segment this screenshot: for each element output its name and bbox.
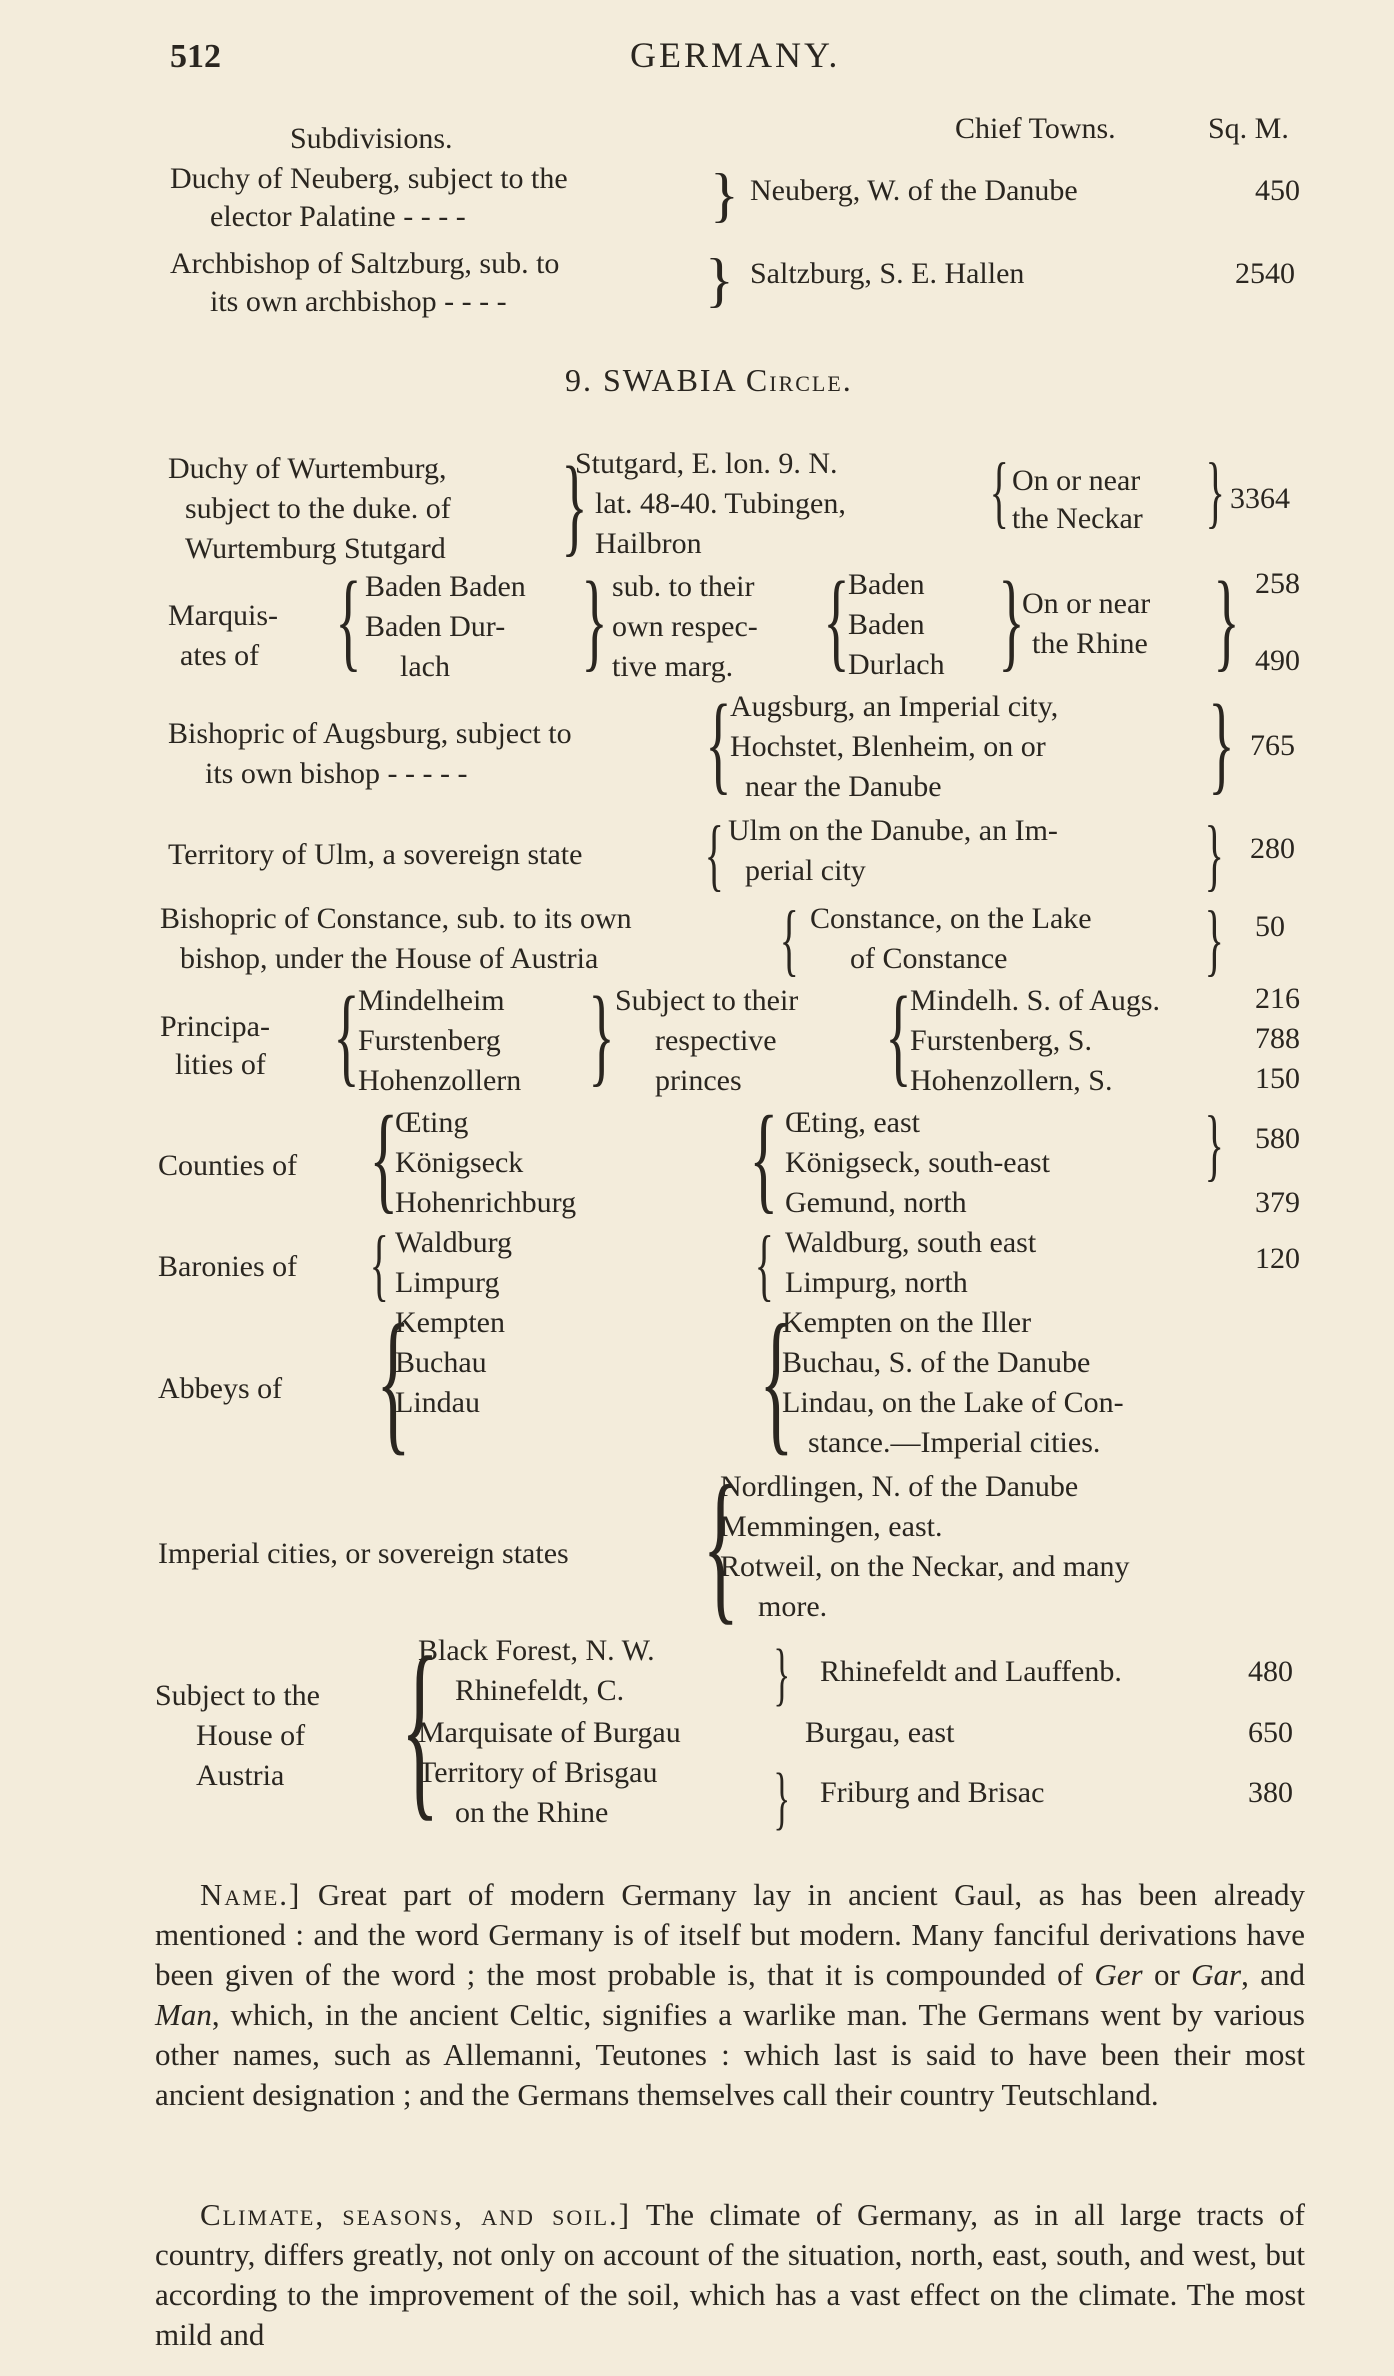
group-label-line3: Austria bbox=[196, 1759, 285, 1792]
sq-2: 788 bbox=[1255, 1022, 1300, 1055]
town-line1: Kempten on the Iller bbox=[782, 1306, 1032, 1339]
town-line1: Œting, east bbox=[785, 1106, 920, 1139]
group-label: Counties of bbox=[158, 1149, 298, 1182]
group-label: Baronies of bbox=[158, 1250, 298, 1283]
name-line1: Œting bbox=[395, 1106, 469, 1139]
row-sub-line1: Bishopric of Augsburg, subject to bbox=[168, 717, 572, 750]
sq-1: 258 bbox=[1255, 567, 1300, 600]
row-town: Saltzburg, S. E. Hallen bbox=[750, 257, 1025, 290]
name-line1: Baden Baden bbox=[365, 570, 526, 603]
mid-line2: own respec- bbox=[612, 610, 758, 643]
running-title: GERMANY. bbox=[630, 35, 841, 75]
mid-line3: tive marg. bbox=[612, 650, 734, 683]
name-line3: Marquisate of Burgau bbox=[418, 1716, 681, 1749]
mid-line3: princes bbox=[655, 1064, 742, 1097]
brace: { bbox=[989, 448, 1009, 536]
word-ger: Ger bbox=[1094, 1957, 1143, 1992]
row-sub-line1: Duchy of Wurtemburg, bbox=[168, 452, 447, 485]
brace: { bbox=[369, 1221, 389, 1309]
row-town-line2: lat. 48-40. Tubingen, bbox=[595, 487, 846, 520]
town-line2: Baden bbox=[848, 608, 925, 641]
town-line2: Memmingen, east. bbox=[720, 1510, 943, 1543]
mid-line1: Subject to their bbox=[615, 984, 799, 1017]
climate-lead: Climate, seasons, and soil.] bbox=[200, 2197, 632, 2232]
brace: } bbox=[1205, 448, 1225, 536]
sq-1: 480 bbox=[1248, 1655, 1293, 1688]
town-line2: Burgau, east bbox=[805, 1716, 955, 1749]
row-sq: 50 bbox=[1255, 910, 1285, 943]
sq-2: 490 bbox=[1255, 644, 1300, 677]
climate-paragraph bbox=[155, 2195, 1305, 2355]
brace: } bbox=[998, 559, 1025, 681]
row-sub-line2: its own archbishop - - - - bbox=[210, 285, 507, 318]
brace: { bbox=[779, 896, 799, 984]
brace: } bbox=[581, 559, 608, 681]
town-line3: Lindau, on the Lake of Con- bbox=[782, 1386, 1124, 1419]
row-town-line2: perial city bbox=[745, 854, 866, 887]
row-sub-line2: elector Palatine - - - - bbox=[210, 200, 466, 233]
brace: } bbox=[1204, 896, 1224, 984]
town-line2: Königseck, south-east bbox=[785, 1146, 1050, 1179]
brace: } bbox=[710, 162, 739, 228]
group-label: Imperial cities, or sovereign states bbox=[158, 1537, 569, 1570]
name-text-1: Great part of modern Germany lay in ancient Gaul, as has been already mentioned : and the word Germany is of itself but modern. Many fanciful derivations have been given of the word ; the most probable is, that it is compounded of bbox=[155, 1877, 1305, 1992]
row-sub-line2: subject to the duke. of bbox=[185, 492, 451, 525]
word-man: Man bbox=[155, 1997, 212, 2032]
name-line3: Lindau bbox=[395, 1386, 480, 1419]
name-line2: Furstenberg bbox=[358, 1024, 501, 1057]
town-line3: Gemund, north bbox=[785, 1186, 967, 1219]
row-town-line1: Ulm on the Danube, an Im- bbox=[728, 814, 1058, 847]
row-sub-line3: Wurtemburg Stutgard bbox=[185, 532, 446, 565]
sq-2: 379 bbox=[1255, 1186, 1300, 1219]
town-line1: Waldburg, south east bbox=[785, 1226, 1037, 1259]
col-sq-m: Sq. M. bbox=[1208, 112, 1289, 145]
sq-1: 580 bbox=[1255, 1122, 1300, 1155]
word-gar: Gar bbox=[1191, 1957, 1242, 1992]
word-and: , and bbox=[1241, 1957, 1306, 1992]
name-line1: Kempten bbox=[395, 1306, 505, 1339]
brace: { bbox=[754, 1221, 774, 1309]
row-town-line1: Constance, on the Lake bbox=[810, 902, 1092, 935]
section-title: 9. SWABIA Circle. bbox=[565, 362, 853, 398]
row-sub-line1: Archbishop of Saltzburg, sub. to bbox=[170, 247, 560, 280]
row-sub: Territory of Ulm, a sovereign state bbox=[168, 838, 583, 871]
town-line2: Furstenberg, S. bbox=[910, 1024, 1092, 1057]
brace: { bbox=[400, 1617, 440, 1838]
row-sq: 3364 bbox=[1230, 482, 1290, 515]
mid-line1: sub. to their bbox=[612, 570, 755, 603]
row-sq: 765 bbox=[1250, 729, 1295, 762]
row-town-line3: near the Danube bbox=[745, 770, 942, 803]
col-chief-towns: Chief Towns. bbox=[955, 112, 1116, 145]
brace: } bbox=[1213, 559, 1240, 681]
name-text-2: , which, in the ancient Celtic, signifies a warlike man. The Germans went by various other names, such as Allemanni, Teutones : which last is said to have been their most ancient designation ; and the Germans themselves call their country Teutschland. bbox=[155, 1997, 1305, 2112]
row-sub-line2: bishop, under the House of Austria bbox=[180, 942, 599, 975]
town-line3: Durlach bbox=[848, 648, 945, 681]
row-loc-line1: On or near bbox=[1012, 464, 1141, 497]
group-label-line1: Marquis- bbox=[168, 599, 278, 632]
col-subdivisions: Subdivisions. bbox=[290, 122, 453, 155]
group-label-line1: Subject to the bbox=[155, 1679, 320, 1712]
brace: } bbox=[773, 1636, 791, 1713]
town-line4: stance.—Imperial cities. bbox=[808, 1426, 1101, 1459]
town-line1: Mindelh. S. of Augs. bbox=[910, 984, 1161, 1017]
loc-line1: On or near bbox=[1022, 587, 1151, 620]
name-line4: Territory of Brisgau bbox=[418, 1756, 658, 1789]
brace: { bbox=[823, 559, 850, 681]
brace: { bbox=[704, 811, 724, 899]
name-line2: Baden Dur- bbox=[365, 610, 506, 643]
sq-3: 150 bbox=[1255, 1062, 1300, 1095]
sq: 120 bbox=[1255, 1242, 1300, 1275]
group-label: Abbeys of bbox=[158, 1372, 283, 1405]
sq-3: 380 bbox=[1248, 1776, 1293, 1809]
brace: } bbox=[1204, 811, 1224, 899]
brace: } bbox=[705, 247, 734, 313]
town-line4: more. bbox=[758, 1590, 828, 1623]
name-line3: lach bbox=[400, 650, 450, 683]
page-number: 512 bbox=[170, 38, 221, 75]
brace: } bbox=[561, 444, 588, 566]
row-town: Neuberg, W. of the Danube bbox=[750, 174, 1078, 207]
climate-text: The climate of Germany, as in all large tracts of country, differs greatly, not only on account of the situation, north, east, south, and west, but according to the improvement of the soil, which has a vast effect on the climate. The most mild and bbox=[155, 2197, 1305, 2352]
town-line1: Baden bbox=[848, 568, 925, 601]
name-line2: Königseck bbox=[395, 1146, 524, 1179]
name-line5: on the Rhine bbox=[455, 1796, 609, 1829]
row-sq: 2540 bbox=[1235, 257, 1295, 290]
sq-2: 650 bbox=[1248, 1716, 1293, 1749]
name-paragraph bbox=[155, 1875, 1305, 2115]
name-line2: Limpurg bbox=[395, 1266, 500, 1299]
town-line2: Limpurg, north bbox=[785, 1266, 968, 1299]
brace: { bbox=[705, 682, 732, 804]
mid-line2: respective bbox=[655, 1024, 777, 1057]
town-line1: Rhinefeldt and Lauffenb. bbox=[820, 1655, 1122, 1688]
brace: { bbox=[885, 974, 912, 1096]
row-loc-line2: the Neckar bbox=[1012, 502, 1143, 535]
brace: { bbox=[369, 1091, 399, 1224]
town-line3: Friburg and Brisac bbox=[820, 1776, 1045, 1809]
row-sub-line1: Bishopric of Constance, sub. to its own bbox=[160, 902, 632, 935]
name-line2: Rhinefeldt, C. bbox=[455, 1674, 625, 1707]
town-line3: Hohenzollern, S. bbox=[910, 1064, 1113, 1097]
row-town-line2: Hochstet, Blenheim, on or bbox=[730, 730, 1046, 763]
town-line1: Nordlingen, N. of the Danube bbox=[720, 1470, 1079, 1503]
brace: { bbox=[702, 1451, 740, 1639]
brace: } bbox=[773, 1760, 791, 1837]
brace: { bbox=[333, 974, 360, 1096]
row-town-line1: Augsburg, an Imperial city, bbox=[730, 690, 1059, 723]
group-label-line2: lities of bbox=[175, 1048, 266, 1081]
row-town-line2: of Constance bbox=[850, 942, 1008, 975]
town-line3: Rotweil, on the Neckar, and many bbox=[720, 1550, 1130, 1583]
brace: { bbox=[376, 1291, 411, 1469]
group-label-line2: ates of bbox=[180, 639, 260, 672]
name-line1: Black Forest, N. W. bbox=[418, 1634, 655, 1667]
row-sq: 280 bbox=[1250, 832, 1295, 865]
town-line2: Buchau, S. of the Danube bbox=[782, 1346, 1091, 1379]
row-sub-line2: its own bishop - - - - - bbox=[205, 757, 468, 790]
name-line1: Waldburg bbox=[395, 1226, 513, 1259]
loc-line2: the Rhine bbox=[1032, 627, 1148, 660]
brace: { bbox=[749, 1091, 779, 1224]
name-line3: Hohenzollern bbox=[358, 1064, 522, 1097]
brace: } bbox=[1204, 1101, 1224, 1189]
brace: { bbox=[759, 1291, 794, 1469]
name-line1: Mindelheim bbox=[358, 984, 505, 1017]
name-line2: Buchau bbox=[395, 1346, 487, 1379]
row-sub-line1: Duchy of Neuberg, subject to the bbox=[170, 162, 568, 195]
row-sq: 450 bbox=[1255, 174, 1300, 207]
word-or: or bbox=[1142, 1957, 1192, 1992]
brace: { bbox=[335, 559, 362, 681]
group-label-line1: Principa- bbox=[160, 1010, 270, 1043]
name-lead: Name.] bbox=[200, 1877, 302, 1912]
brace: } bbox=[1208, 682, 1235, 804]
row-town-line3: Hailbron bbox=[595, 527, 702, 560]
name-line3: Hohenrichburg bbox=[395, 1186, 577, 1219]
group-label-line2: House of bbox=[196, 1719, 306, 1752]
brace: } bbox=[588, 974, 615, 1096]
sq-1: 216 bbox=[1255, 982, 1300, 1015]
row-town-line1: Stutgard, E. lon. 9. N. bbox=[575, 447, 838, 480]
